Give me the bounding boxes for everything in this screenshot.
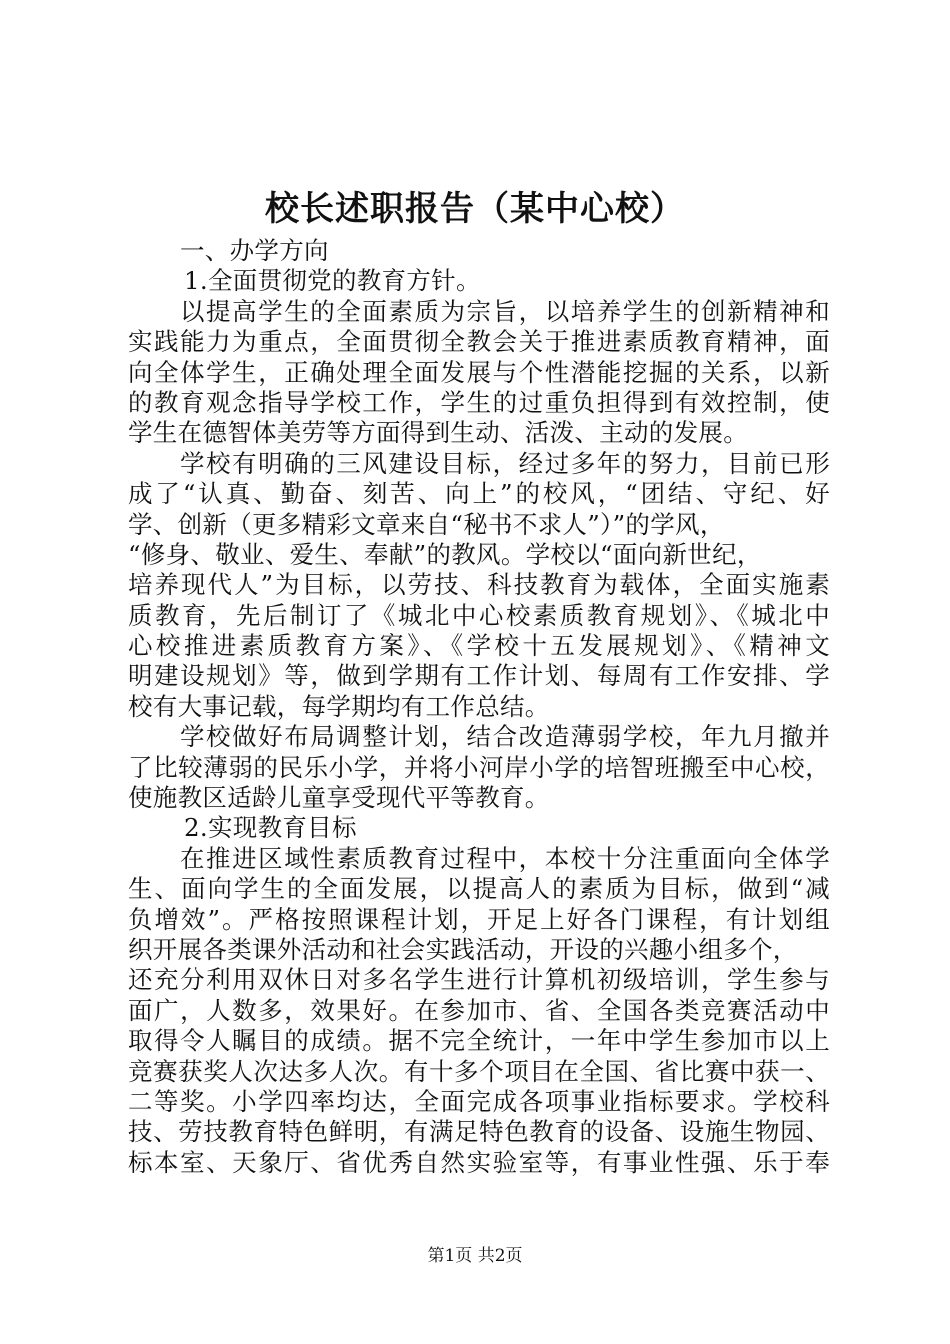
paragraph-line: 标本室、天象厅、省优秀自然实验室等，有事业性强、乐于奉 [128,1147,830,1177]
paragraph-line: 成了“认真、勤奋、刻苦、向上”的校风，“团结、守纪、好 [128,479,830,509]
section-heading: 一、办学方向 [180,236,329,265]
document-body [128,236,830,1178]
paragraph-line: 面广，人数多，效果好。在参加市、省、全国各类竞赛活动中 [128,995,830,1025]
paragraph-line: 二等奖。小学四率均达，全面完成各项事业指标要求。学校科 [128,1086,830,1116]
paragraph-line: 校有大事记载，每学期均有工作总结。 [128,691,550,721]
paragraph-line: 学校有明确的三风建设目标，经过多年的努力，目前已形 [180,448,830,478]
paragraph-line: 学生在德智体美劳等方面得到生动、活泼、主动的发展。 [128,418,748,448]
paragraph-line: 学、创新（更多精彩文章来自“秘书不求人”）”的学风， [128,509,725,539]
paragraph-line: 的教育观念指导学校工作，学生的过重负担得到有效控制，使 [128,387,830,417]
paragraph-line: 使施教区适龄儿童享受现代平等教育。 [128,783,550,813]
paragraph-line: 技、劳技教育特色鲜明，有满足特色教育的设备、设施生物园、 [128,1117,830,1147]
paragraph-line: 了比较薄弱的民乐小学，并将小河岸小学的培智班搬至中心校， [128,752,830,782]
paragraph-line: 负增效”。严格按照课程计划，开足上好各门课程，有计划组 [128,904,830,934]
paragraph-line: 生、面向学生的全面发展，以提高人的素质为目标，做到“减 [128,874,830,904]
page-number-footer: 第1页 共2页 [427,1246,523,1266]
paragraph-line: 质教育，先后制订了《城北中心校素质教育规划》、《城北中 [128,600,830,630]
paragraph-line: 还充分利用双休日对多名学生进行计算机初级培训，学生参与 [128,965,830,995]
paragraph-line: 以提高学生的全面素质为宗旨，以培养学生的创新精神和 [180,296,830,326]
paragraph-line: 明建设规划》等，做到学期有工作计划、每周有工作安排、学 [128,661,830,691]
subsection-heading: 1.全面贯彻党的教育方针。 [184,266,481,296]
paragraph-line: 学校做好布局调整计划，结合改造薄弱学校，年九月撤并 [180,722,830,752]
paragraph-line: “修身、敬业、爱生、奉献”的教风。学校以“面向新世纪， [128,539,762,569]
paragraph-line: 取得令人瞩目的成绩。据不完全统计，一年中学生参加市以上 [128,1026,830,1056]
document-title: 校长述职报告（某中心校） [265,189,685,229]
paragraph-line: 在推进区域性素质教育过程中，本校十分注重面向全体学 [180,843,830,873]
paragraph-line: 培养现代人”为目标，以劳技、科技教育为载体，全面实施素 [128,570,830,600]
paragraph-line: 竞赛获奖人次达多人次。有十多个项目在全国、省比赛中获一、 [128,1056,830,1086]
paragraph-line: 实践能力为重点，全面贯彻全教会关于推进素质教育精神，面 [128,327,830,357]
paragraph-line: 织开展各类课外活动和社会实践活动，开设的兴趣小组多个， [128,934,798,964]
paragraph-line: 心校推进素质教育方案》、《学校十五发展规划》、《精神文 [128,631,830,661]
subsection-heading: 2.实现教育目标 [184,813,357,843]
paragraph-line: 向全体学生，正确处理全面发展与个性潜能挖掘的关系，以新 [128,357,830,387]
